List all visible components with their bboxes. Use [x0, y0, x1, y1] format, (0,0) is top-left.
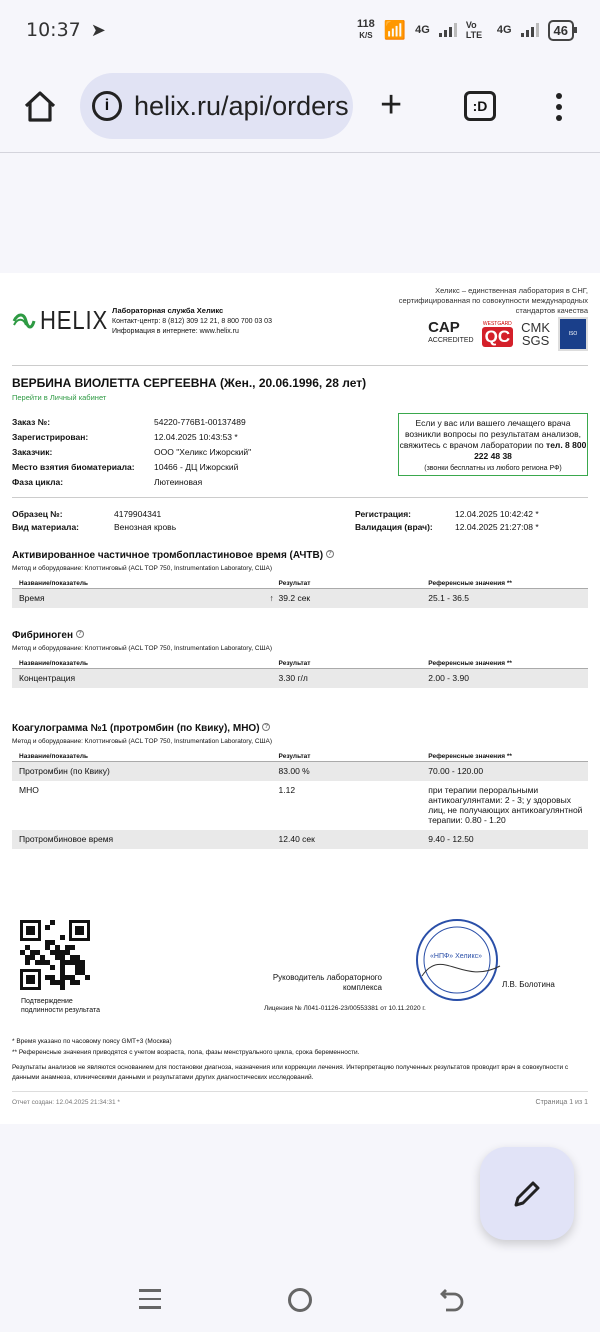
high-flag-icon: ↑ — [269, 593, 274, 603]
table-row: Протромбин (по Квику) 83.00 % 70.00 - 120.00 — [12, 762, 588, 781]
system-nav-bar — [0, 1262, 600, 1332]
westgard-badge: WESTGARD QC — [482, 321, 512, 346]
table-header: Название/показатель Результат Референсные значения ** — [12, 753, 588, 762]
table-row: Время ↑ 39.2 сек 25.1 - 36.5 — [12, 589, 588, 608]
divider — [12, 365, 588, 366]
wifi-icon: 📶 — [383, 19, 407, 40]
license-text: Лицензия № Л041-01126-23/00553381 от 10.11.2020 г. — [264, 1005, 426, 1012]
test-section-coagulogram: Коагулограмма №1 (протромбин (по Квику), МНО) ? Метод и оборудование: Клоттинговый (ACL TOP 750, Instrumentation Laboratory, США) Название/показатель Результат Референсные значения ** Протромбин (по Квику) 83.00 % 70.00 - 120.00 МНО 1.12 при терапии пероральными антикоагулянтами: 2 - 3; у здоровых лиц, не получающих антикоагулянтной терапии: 0.80 - 1.20 Протромбиновое время 12.40 сек 9.40 - 12.50 — [12, 723, 588, 849]
volte-label: Vo LTE — [465, 20, 483, 40]
signal-icon — [439, 23, 457, 37]
clock: 10:37 — [26, 19, 81, 41]
help-icon[interactable]: ? — [76, 630, 84, 638]
helix-logo-icon — [12, 309, 36, 333]
help-icon[interactable]: ? — [326, 550, 334, 558]
browser-toolbar — [0, 60, 600, 152]
certificates — [428, 317, 588, 351]
help-icon[interactable]: ? — [262, 723, 270, 731]
telegram-icon: ➤ — [90, 19, 106, 40]
table-row: МНО 1.12 при терапии пероральными антикоагулянтами: 2 - 3; у здоровых лиц, не получающих антикоагулянтной терапии: 0.80 - 1.20 — [19, 785, 583, 825]
table-header: Название/показатель Результат Референсные значения ** — [12, 660, 588, 669]
new-tab-button[interactable]: + — [380, 84, 403, 126]
url-bar[interactable] — [80, 73, 353, 139]
order-info: Заказ №: 54220-776B1-00137489 Зарегистрирован: 12.04.2025 10:43:53 * Заказчик: ООО "Хеликс Ижорский" Место взятия биоматериала: 10466 - ДЦ Ижорский Фаза цикла: Лютеиновая — [12, 417, 252, 487]
stamp-icon — [412, 916, 502, 1004]
cabinet-link[interactable]: Перейти в Личный кабинет — [12, 393, 107, 402]
signal-icon-2 — [521, 23, 539, 37]
pencil-icon — [510, 1177, 544, 1211]
page-number: Страница 1 из 1 — [535, 1099, 588, 1106]
lab-report: HELIX Лабораторная служба Хеликс Контакт-центр: 8 (812) 309 12 21, 8 800 700 03 03 Информация в интернете: www.helix.ru Хеликс – единственная лаборатория в СНГ, сертифицированная по совокупности международных стандартов качества CAP ACCREDITED WESTGARD QC CMK SGS ISO ВЕРБИНА ВИОЛЕТТА СЕРГЕЕВНА (Жен., 20.06.1996, 28 лет) Перейти в Личный кабинет Заказ №: 54220-776B1-00137489 Зарегистрирован: 12.04.2025 10:43:53 * Заказчик: ООО "Хеликс Ижорский" Место взятия биоматериала: 10466 - ДЦ Ижорский Фаза цикла: Лютеиновая Если у вас или вашего лечащего врача возникли вопросы по результатам анализов, свяжитесь с врачом лаборатории по тел. 8 800 222 48 38 (звонки бесплатны из любого региона РФ) Образец №: 4179904341 Вид материала: Венозная кровь Регистрация: 12.04.2025 10:42:42 * Валидация (врач): 12.04.2025 21:27:08 * Активированное частичное тромбопластиновое время (АЧТВ) ? Метод и оборудование: Клоттинговый (ACL TOP 750, Instrumentation Laboratory, США) Название/показатель Результат Референсные значения ** Время ↑ 39.2 сек 25.1 - 36.5 Фибриноген ? Метод и оборудование: Клоттинговый (ACL TOP 750, Instrumentation Laboratory, США) Название/показатель Результат Референсные значения ** Концентрация 3.30 г/л 2.00 - 3.90 Коагулограмма №1 (протромбин (по Квику), МНО) ? Метод и оборудование: Клоттинговый (ACL TOP 750, Instrumentation Laboratory, США) Название/показатель Результат Референсные значения ** Протромбин (по Квику) 83.00 % 70.00 - 120.00 МНО 1.12 при терапии пероральными антикоагулянтами: 2 - 3; у здоровых лиц, не получающих антикоагулянтной терапии: 0.80 - 1.20 Протромбиновое время 12.40 сек 9.40 - 12.50 Подтверждение подлинности результата «НПФ» Хеликс» Руководитель лабораторного комплекса Л.В. Болотина Лицензия № Л041-01126-23/00553381 от 10.11.2020 г. * Время указано по часовому поясу GMT+3 (Москва) ** Референсные значения приводятся с учетом возраста, пола, фазы менструального цикла, срока беременности. Результаты анализов не являются основанием для постановки диагноза, назначения или коррекции лечения. Интерпретацию полученных результатов проводит врач в совокупности с данными анамнеза, клиническими данными и результатами других диагностических исследований. Отчет создан: 12.04.2025 21:34:31 * Страница 1 из 1 — [0, 273, 600, 1124]
edit-button[interactable] — [480, 1147, 574, 1240]
table-row: Концентрация 3.30 г/л 2.00 - 3.90 — [12, 669, 588, 688]
stamp-text: «НПФ» Хеликс» — [430, 953, 482, 960]
divider — [12, 497, 588, 498]
patient-name: ВЕРБИНА ВИОЛЕТТА СЕРГЕЕВНА (Жен., 20.06.1996, 28 лет) — [12, 376, 367, 390]
disclaimer: Результаты анализов не являются основанием для постановки диагноза, назначения или коррекции лечения. Интерпретацию полученных результатов проводит врач в совокупности с данными анамнеза, клиническими данными и результатами других диагностических исследований. — [12, 1064, 569, 1081]
report-created: Отчет создан: 12.04.2025 21:34:31 * — [12, 1099, 120, 1106]
back-icon[interactable] — [438, 1286, 464, 1314]
net2-label: 4G — [496, 24, 512, 36]
recent-apps-icon[interactable] — [139, 1289, 161, 1315]
site-info-icon[interactable]: i — [92, 91, 122, 121]
qr-code[interactable] — [20, 920, 90, 990]
url-text[interactable]: helix.ru/api/orders — [134, 90, 349, 121]
authenticity-caption: Подтверждение подлинности результата — [21, 998, 100, 1014]
toolbar-divider — [0, 152, 600, 153]
battery-icon: 46 — [548, 20, 574, 41]
global-badge-icon: ISO — [558, 317, 588, 351]
report-header — [12, 286, 588, 363]
quality-claim: Хеликс – единственная лаборатория в СНГ, сертифицированная по совокупности международных стандартов качества — [398, 286, 588, 315]
more-menu-icon[interactable] — [556, 93, 564, 126]
tabs-button[interactable]: :D — [464, 91, 496, 121]
divider — [12, 1091, 588, 1092]
net1-label: 4G — [415, 24, 430, 36]
doctor-contact-notice: Если у вас или вашего лечащего врача возникли вопросы по результатам анализов, свяжитесь с врачом лаборатории по тел. 8 800 222 48 38 (звонки бесплатны из любого региона РФ) — [398, 413, 588, 476]
home-icon[interactable] — [22, 88, 58, 124]
lab-head-name: Л.В. Болотина — [502, 980, 555, 989]
lab-info: Лабораторная служба Хеликс Контакт-центр: 8 (812) 309 12 21, 8 800 700 03 03 Информация в интернете: www.helix.ru — [112, 306, 272, 335]
lab-head-title: Руководитель лабораторного комплекса — [272, 973, 382, 992]
test-section-fibrinogen: Фибриноген ? Метод и оборудование: Клоттинговый (ACL TOP 750, Instrumentation Laboratory, США) Название/показатель Результат Референсные значения ** Концентрация 3.30 г/л 2.00 - 3.90 — [12, 630, 588, 688]
cap-badge: CAP ACCREDITED — [428, 319, 474, 344]
cmk-sgs-badge: CMK SGS — [521, 320, 550, 348]
net-speed: 118 K/S — [356, 18, 375, 40]
table-row: Протромбиновое время 12.40 сек 9.40 - 12.50 — [12, 830, 588, 849]
home-nav-icon[interactable] — [288, 1288, 312, 1312]
status-icons — [357, 19, 574, 41]
test-section-aptt: Активированное частичное тромбопластиновое время (АЧТВ) ? Метод и оборудование: Клоттинговый (ACL TOP 750, Instrumentation Laboratory, США) Название/показатель Результат Референсные значения ** Время ↑ 39.2 сек 25.1 - 36.5 — [12, 550, 588, 608]
footnotes: * Время указано по часовому поясу GMT+3 (Москва) ** Референсные значения приводятся с учетом возраста, пола, фазы менструального цикла, срока беременности. — [12, 1038, 360, 1056]
helix-logo: HELIX — [12, 305, 120, 336]
status-bar — [0, 0, 600, 60]
table-header: Название/показатель Результат Референсные значения ** — [12, 580, 588, 589]
